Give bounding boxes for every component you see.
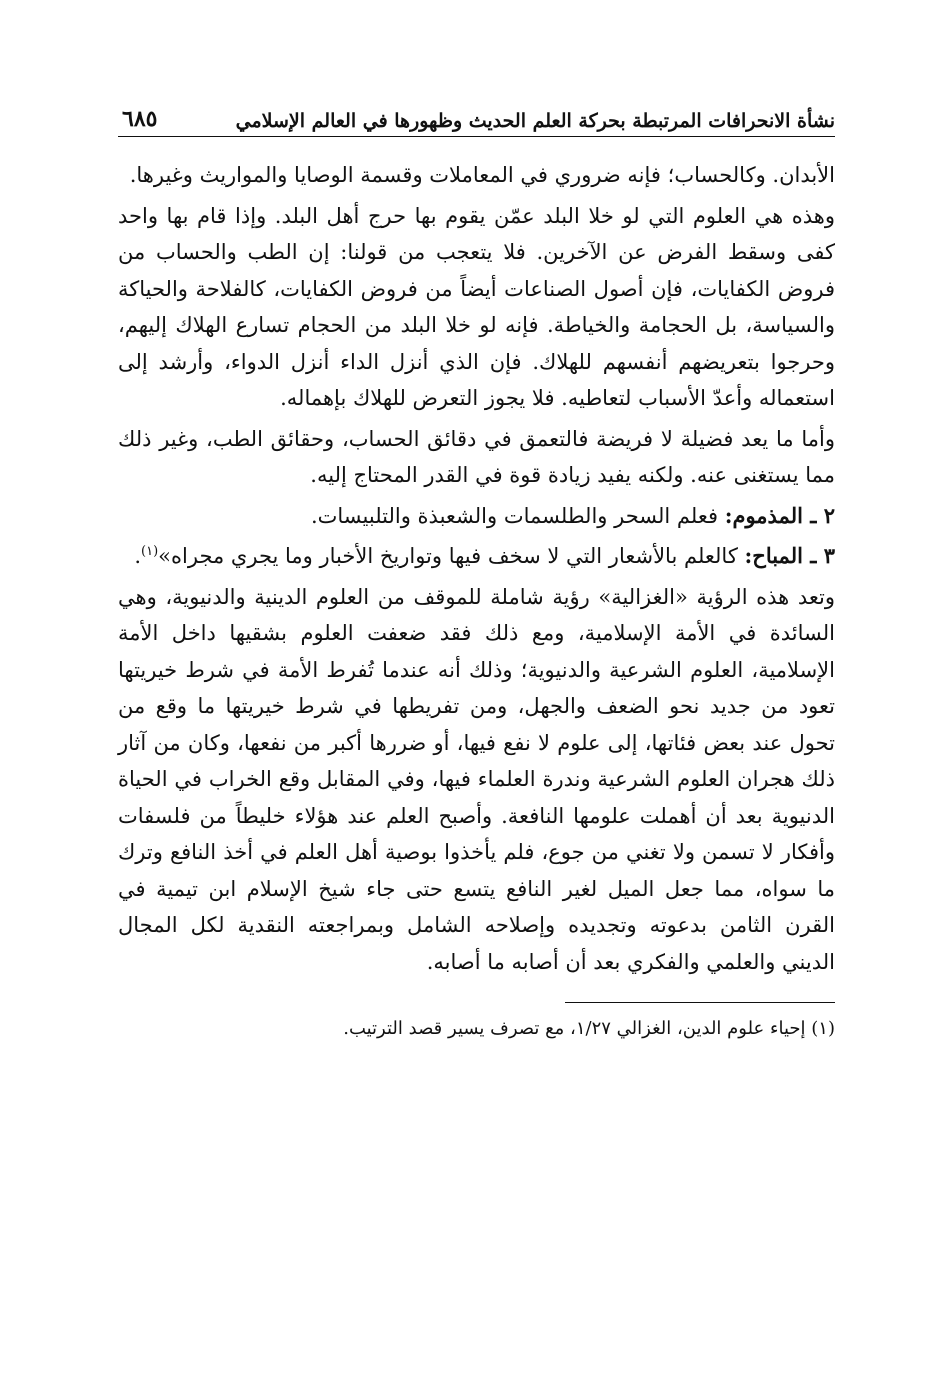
paragraph-4-text: فعلم السحر والطلسمات والشعبذة والتلبيسات. [310,503,718,528]
footnote [118,1015,835,1043]
paragraph-5 [118,538,835,575]
footnote-text: إحياء علوم الدين، الغزالي ١/٢٧، مع تصرف يسير قصد الترتيب. [343,1018,806,1039]
paragraph-1: الأبدان. وكالحساب؛ فإنه ضروري في المعاملات وقسمة الوصايا والمواريث وغيرها. [129,163,835,187]
paragraph-4 [118,498,835,535]
footnote-reference: (١) [141,544,159,559]
term-mubah: ٣ ـ المباح: [744,543,835,568]
page-number: ٦٨٥ [122,106,158,132]
body-text [118,157,835,980]
footnote-number: (١) [811,1018,835,1039]
paragraph-5-end: . [134,544,142,568]
paragraph-5-text: كالعلم بالأشعار التي لا سخف فيها وتواريخ الأخبار وما يجري مجراه» [158,544,738,568]
paragraph-6: وتعد هذه الرؤية «الغزالية» رؤية شاملة للموقف من العلوم الدينية والدنيوية، وهي السائدة في الأمة الإسلامية، ومع ذلك فقد ضعفت العلوم بشقيها داخل الأمة الإسلامية، العلوم الشرعية والدنيوية؛ وذلك أنه عندما تُفرط الأمة في شرط خيريتها تعود من جديد نحو الضعف والجهل، ومن تفريطها في شرط خيريتها ما وقع من تحول عند بعض فئاتها، إلى علوم لا نفع فيها، أو ضررها أكبر من نفعها، وكان من آثار ذلك هجران العلوم الشرعية وندرة العلماء فيها، وفي المقابل وقع الخراب في الحياة الدنيوية بعد أن أهملت علومها النافعة. وأصبح العلم عند هؤلاء خليطاً من فلسفات وأفكار لا تسمن ولا تغني من جوع، فلم يأخذوا بوصية أهل العلم في أخذ النافع وترك ما سواه، مما جعل الميل لغير النافع يتسع حتى جاء شيخ الإسلام ابن تيمية في القرن الثامن بدعوته وتجديده وإصلاحه الشامل وبمراجعته النقدية لكل المجال الديني والعلمي والفكري بعد أن أصابه ما أصابه. [118,584,835,974]
running-header [118,92,835,137]
paragraph-3: وأما ما يعد فضيلة لا فريضة فالتعمق في دقائق الحساب، وحقائق الطب، وغير ذلك مما يستغنى عنه. ولكنه يفيد زيادة قوة في القدر المحتاج إليه. [118,426,835,487]
term-madhmum: ٢ ـ المذموم: [724,502,835,528]
header-title: نشأة الانحرافات المرتبطة بحركة العلم الحديث وظهورها في العالم الإسلامي [235,110,835,132]
footnote-divider [565,1002,835,1003]
paragraph-2: وهذه هي العلوم التي لو خلا البلد عمّن يقوم بها حرج أهل البلد. وإذا قام بها واحد كفى وسقط الفرض عن الآخرين. فلا يتعجب من قولنا: إن الطب والحساب من فروض الكفايات، فإن أصول الصناعات أيضاً من فروض الكفايات، كالفلاحة والحياكة والسياسة، بل الحجامة والخياطة. فإنه لو خلا البلد من الحجام تسارع الهلاك إليهم، وحرجوا بتعريضهم أنفسهم للهلاك. فإن الذي أنزل الداء أنزل الدواء، وأرشد إلى استعماله وأعدّ الأسباب لتعاطيه. فلا يجوز التعرض للهلاك بإهماله. [118,203,835,410]
book-page [118,92,835,1043]
